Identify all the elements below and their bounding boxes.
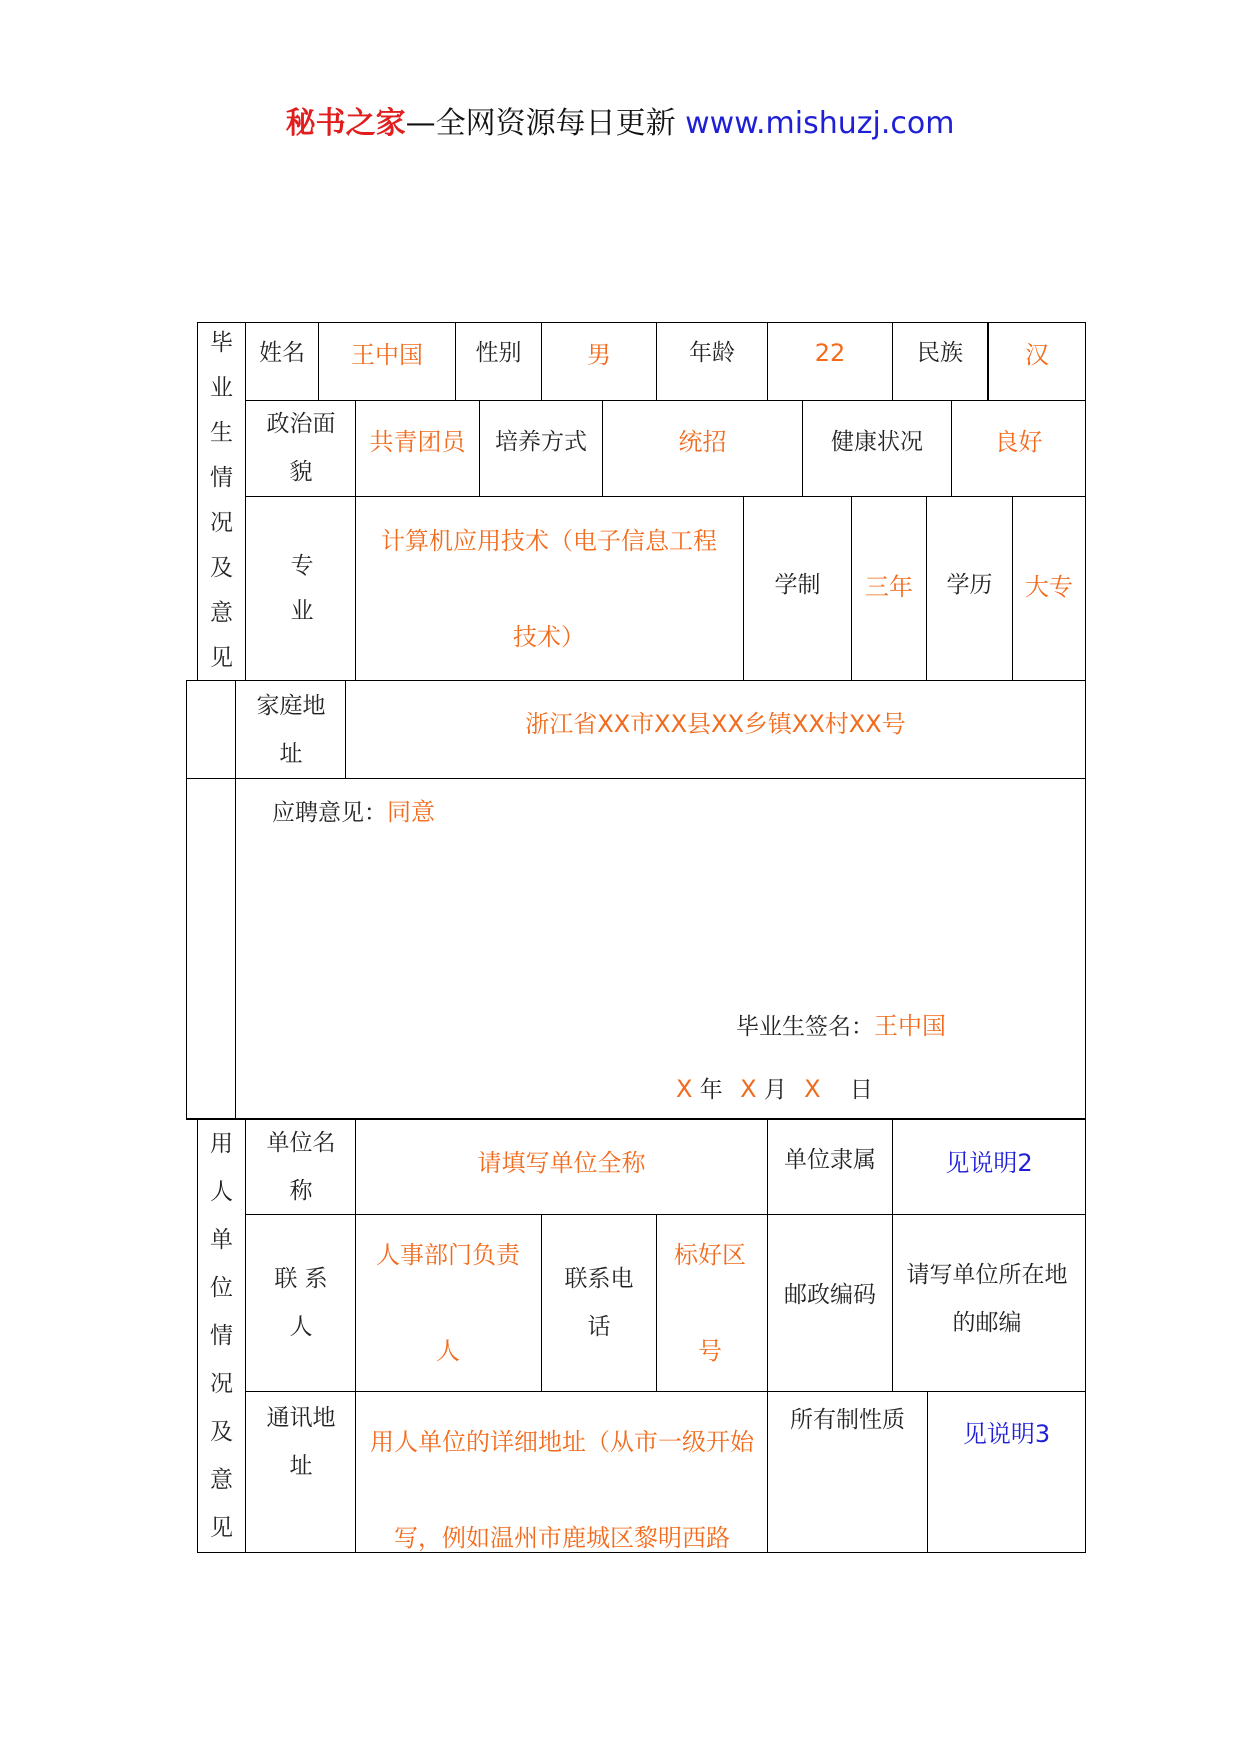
graduate-signature [736,1002,946,1051]
vline [656,1214,657,1391]
employer-section-title: 用人单位情况及意见 [210,1131,233,1541]
mailing-address-value: 用人单位的详细地址（从市一级开始写，例如温州市鹿城区黎明西路 [370,1428,754,1552]
phone-value: 标好区号 [674,1241,746,1365]
opinion-label: 应聘意见： [272,800,387,826]
header-url[interactable]: www.mishuzj.com [685,106,955,141]
major-value: 计算机应用技术（电子信息工程技术） [381,526,717,651]
gender-label: 性别 [475,340,522,366]
vline [245,1118,246,1552]
brand-name: 秘书之家 [285,106,406,141]
page-header [0,98,1240,142]
health-value: 良好 [994,428,1043,456]
training-label: 培养方式 [495,429,587,455]
duration-label: 学制 [774,571,821,598]
vline [1085,322,1086,1552]
affiliation-value: 见说明2 [945,1149,1033,1177]
signature-date [676,1065,873,1114]
signature-label: 毕业生签名： [736,1014,874,1040]
day-value: X [804,1075,821,1103]
gender-value: 男 [587,341,611,369]
application-opinion [272,788,435,837]
unit-name-value: 请填写单位全称 [477,1149,646,1177]
training-value: 统招 [678,428,727,456]
ownership-value: 见说明3 [962,1420,1051,1448]
signature-value: 王中国 [874,1012,946,1040]
hline [186,778,1086,779]
ethnicity-value: 汉 [1025,341,1049,369]
home-address-value: 浙江省XX市XX县XX乡镇XX村XX号 [525,709,906,738]
health-label: 健康状况 [831,429,923,455]
political-value: 共青团员 [369,428,466,456]
unit-name-label: 单位名称 [266,1130,336,1204]
month-value: X [740,1075,757,1103]
political-label: 政治面貌 [266,411,336,485]
name-value: 王中国 [351,341,423,369]
degree-label: 学历 [946,571,993,598]
year-label: 年 [699,1077,723,1103]
home-address-label: 家庭地址 [256,692,326,767]
duration-value: 三年 [865,573,913,601]
graduate-section-title: 毕业生情况及意见 [210,330,233,671]
affiliation-label: 单位隶属 [784,1147,876,1173]
opinion-value: 同意 [387,798,435,826]
phone-label: 联系电话 [564,1266,634,1340]
ethnicity-label: 民族 [917,340,963,366]
contact-value: 人事部门负责人 [376,1241,520,1365]
month-label: 月 [763,1077,787,1103]
age-label: 年龄 [689,340,735,366]
major-label: 专业 [290,552,314,624]
year-value: X [676,1075,693,1103]
ownership-label: 所有制性质 [790,1407,905,1433]
postcode-value: 请写单位所在地的邮编 [906,1262,1068,1336]
age-value: 22 [814,339,846,367]
contact-label: 联 系人 [274,1266,328,1340]
vline [186,680,187,1119]
day-label: 日 [849,1077,873,1103]
degree-value: 大专 [1025,573,1073,601]
name-label: 姓名 [259,340,305,366]
header-tagline: —全网资源每日更新 [405,106,686,141]
mailing-address-label: 通讯地址 [266,1405,336,1479]
postcode-label: 邮政编码 [784,1282,876,1308]
vline [235,680,236,1119]
vline [541,1214,542,1391]
